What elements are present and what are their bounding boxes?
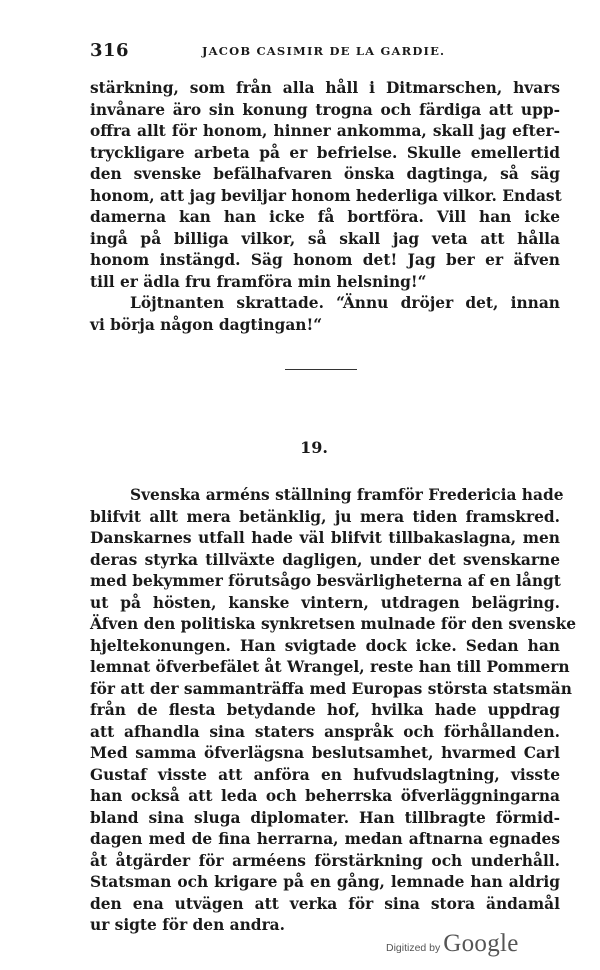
text-section-1 (90, 78, 560, 336)
text-line: Äfven den politiska synkretsen mulnade för den svenske (90, 615, 577, 633)
watermark-prefix: Digitized by (386, 942, 441, 954)
text-line: dagen med de fina herrarna, medan aftnarna egnades (90, 830, 560, 848)
digitized-by-google-watermark (386, 930, 519, 960)
text-line: honom, att jag beviljar honom hederliga vilkor. Endast (90, 186, 562, 205)
running-head: JACOB CASIMIR DE LA GARDIE. (202, 44, 446, 58)
text-line: från de flesta betydande hof, hvilka hade uppdrag (90, 701, 560, 719)
text-line: Danskarnes utfall hade väl blifvit tillbakaslagna, men (90, 529, 560, 547)
text-line: Med samma öfverlägsna beslutsamhet, hvarmed Carl (90, 744, 560, 762)
text-line: hjeltekonungen. Han svigtade dock icke. Sedan han (90, 636, 560, 655)
text-line: ur sigte för den andra. (90, 916, 286, 934)
text-line: han också att leda och beherrska öfverläggningarna (90, 787, 560, 805)
text-line: offra allt för honom, hinner ankomma, skall jag efter- (90, 122, 560, 140)
text-line: ut på hösten, kanske vintern, utdragen belägring. (90, 593, 560, 612)
text-line: att afhandla sina staters anspråk och förhållanden. (90, 722, 560, 741)
chapter-number: 19. (300, 438, 328, 457)
text-line: till er ädla fru framföra min helsning!“ (90, 272, 427, 291)
text-line: bland sina sluga diplomater. Han tillbragte förmid- (90, 808, 560, 827)
text-section-2 (90, 485, 577, 937)
text-line: ingå på billiga vilkor, så skall jag veta att hålla (90, 229, 560, 248)
text-line: Löjtnanten skrattade. “Ännu dröjer det, innan (130, 294, 560, 312)
text-line: med bekymmer förutsågo besvärligheterna af en långt (90, 572, 561, 590)
text-line: åt åtgärder för arméens förstärkning och underhåll. (90, 851, 560, 870)
text-line: Svenska arméns ställning framför Fredericia hade (130, 486, 564, 504)
text-line: Statsman och krigare på en gång, lemnade han aldrig (90, 873, 560, 891)
text-line: invånare äro sin konung trogna och färdiga att upp- (90, 100, 560, 119)
text-line: damerna kan han icke få bortföra. Vill han icke (90, 208, 560, 226)
text-line: den svenske befälhafvaren önska dagtinga, så säg (90, 165, 560, 183)
google-logo: Google (443, 930, 519, 957)
text-line: vi börja någon dagtingan!“ (90, 315, 323, 334)
text-line: stärkning, som från alla håll i Ditmarschen, hvars (90, 79, 560, 97)
page-number: 316 (90, 40, 130, 61)
text-line: den ena utvägen att verka för sina stora ändamål (90, 894, 560, 913)
text-line: för att der sammanträffa med Europas största statsmän (90, 679, 572, 698)
page-header (90, 40, 560, 62)
section-divider (285, 369, 357, 370)
text-line: lemnat öfverbefälet åt Wrangel, reste han till Pommern (90, 658, 570, 676)
text-line: Gustaf visste att anföra en hufvudslagtning, visste (90, 765, 560, 784)
text-line: tryckligare arbeta på er befrielse. Skulle emellertid (90, 143, 560, 162)
text-line: blifvit allt mera betänklig, ju mera tiden framskred. (90, 507, 560, 526)
text-line: deras styrka tillväxte dagligen, under det svenskarne (90, 550, 560, 569)
text-line: honom instängd. Säg honom det! Jag ber er äfven (90, 251, 560, 269)
